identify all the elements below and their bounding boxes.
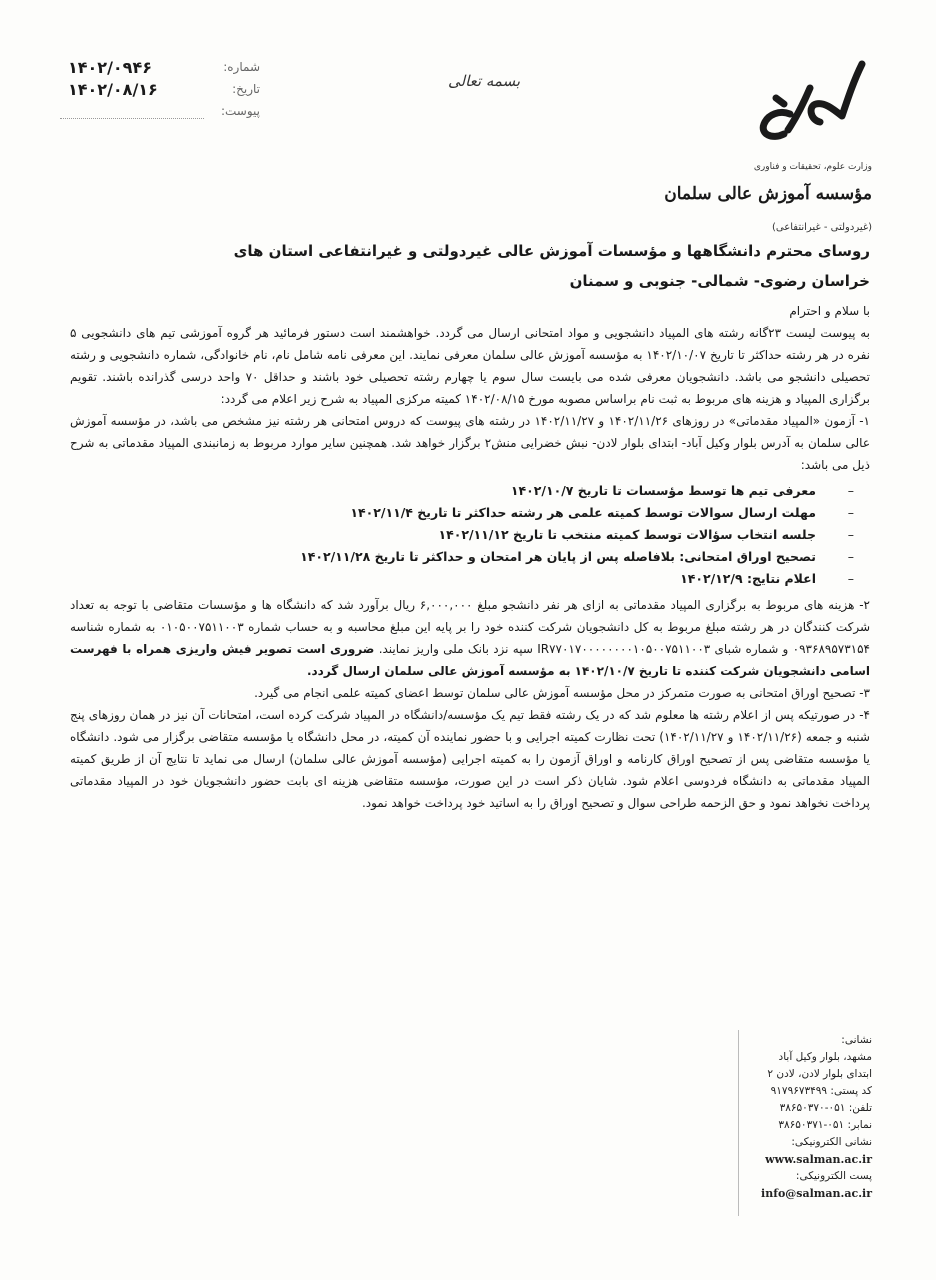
website-link[interactable]: www.salman.ac.ir xyxy=(765,1153,872,1166)
address-line-1: مشهد، بلوار وکیل آباد xyxy=(778,1051,872,1063)
greeting: با سلام و احترام xyxy=(789,304,870,318)
schedule-item: – جلسه انتخاب سؤالات توسط کمیته منتخب تا تاریخ ۱۴۰۲/۱۱/۱۲ xyxy=(70,524,830,546)
postal-code: کد پستی: ۹۱۷۹۶۷۳۴۹۹ xyxy=(770,1085,872,1097)
letter-meta xyxy=(60,56,260,122)
schedule-list xyxy=(70,480,870,590)
item-2-bold-text: ضروری است تصویر فیش واریزی همراه با فهرست اسامی دانشجویان شرکت کننده تا تاریخ ۱۴۰۲/۱۰/۷ به مؤسسه آموزش عالی سلمان ارسال گردد. xyxy=(70,642,870,678)
institution-subtitle: (غیردولتی - غیرانتفاعی) xyxy=(772,222,872,233)
date-row xyxy=(60,78,260,100)
website-label: نشانی الکترونیکی: xyxy=(791,1136,872,1148)
schedule-item: – تصحیح اوراق امتحانی: بلافاصله پس از پایان هر امتحان و حداکثر تا تاریخ ۱۴۰۲/۱۱/۲۸ xyxy=(70,546,830,568)
item-2-text: ۲- هزینه های مربوط به برگزاری المپیاد مقدماتی به ازای هر نفر دانشجو مبلغ ۶,۰۰۰,۰۰۰ ریال برآورد شد که دانشگاه ها و مؤسسات متقاضی با توجه به تعداد شرکت کنندگان در هر رشته مبلغ مربوط به کل دانشجویان شرکت کننده خود را بر پایه این مبلغ محاسبه و به حساب شماره ۰۱۰۵۰۰۷۵۱۱۰۰۳ به شماره شناسه ۰۹۳۶۸۹۵۷۳۱۵۴ و شماره شبای IR۷۷۰۱۷۰۰۰۰۰۰۰۰۱۰۵۰۰۷۵۱۱۰۰۳ سپه نزد بانک ملی واریز نمایند. xyxy=(70,598,870,656)
date-label: تاریخ: xyxy=(232,82,260,96)
item-4-paragraph: ۴- در صورتیکه پس از اعلام رشته ها معلوم شد که در یک رشته فقط تیم یک مؤسسه/دانشگاه در المپیاد شرکت کرده است، امتحانات آن نیز در همان روزهای پنج شنبه و جمعه (۱۴۰۲/۱۱/۲۶ و ۱۴۰۲/۱۱/۲۷) تحت نظارت کمیته اجرایی و با حضور نماینده آن کمیته، در محل دانشگاه یا مؤسسه متقاضی برگزار می شود. دانشگاه یا مؤسسه متقاضی پس از تصحیح اوراق کارنامه و اوراق آزمون را به کمیته اجرایی (مؤسسه آموزش عالی سلمان) ارسال می نماید تا نتایج آن از طریق کمیته المپیاد مقدماتی به دانشگاه فردوسی اعلام شود. شایان ذکر است در این صورت، مؤسسه متقاضی هزینه ای بابت حضور دانشجویان خود در المپیاد مقدماتی پرداخت نخواهد نمود و حق الزحمه طراحی سوال و تصحیح اوراق را به اساتید خود پرداخت خواهد نمود. xyxy=(70,708,870,810)
schedule-item: – معرفی تیم ها توسط مؤسسات تا تاریخ ۱۴۰۲/۱۰/۷ xyxy=(70,480,830,502)
schedule-item: – اعلام نتایج: ۱۴۰۲/۱۲/۹ xyxy=(70,568,830,590)
addressee-line-1: روسای محترم دانشگاهها و مؤسسات آموزش عالی غیردولتی و غیرانتفاعی استان های xyxy=(233,242,870,260)
number-value: ۱۴۰۲/۰۹۴۶ xyxy=(68,57,152,77)
address-label: نشانی: xyxy=(841,1034,872,1046)
ministry-name: وزارت علوم، تحقیقات و فناوری xyxy=(753,162,872,172)
intro-paragraph: به پیوست لیست ۲۳گانه رشته های المپیاد دانشجویی و مواد امتحانی ارسال می گردد. خواهشمند است دستور فرمائید هر گروه آموزشی تیم های دانشجویی ۵ نفره در هر رشته حداکثر تا تاریخ ۱۴۰۲/۱۰/۰۷ به مؤسسه آموزش عالی سلمان معرفی نمایند. این معرفی نامه شامل نام، نام خانوادگی، شماره دانشجویی و رشته تحصیلی دانشجو می باشد. دانشجویان معرفی شده می بایست سال سوم یا چهارم رشته تحصیلی خود باشند و حداقل ۷۰ واحد درسی گذرانده باشند. تقویم برگزاری المپیاد و هزینه های مربوط به ثبت نام براساس مصوبه مورخ ۱۴۰۲/۰۸/۱۵ کمیته مرکزی المپیاد به شرح زیر اعلام می گردد: xyxy=(70,326,871,406)
address-line-2: ابتدای بلوار لادن، لادن ۲ xyxy=(767,1068,872,1080)
letter-body xyxy=(70,236,870,814)
fax-number: نمابر: ۰۵۱-۳۸۶۵۰۳۷۱ xyxy=(778,1119,872,1131)
email-label: پست الکترونیکی: xyxy=(795,1170,872,1182)
salman-logo xyxy=(750,58,870,148)
attachment-row xyxy=(60,100,260,122)
item-1-paragraph: ۱- آزمون «المپیاد مقدماتی» در روزهای ۱۴۰۲/۱۱/۲۶ و ۱۴۰۲/۱۱/۲۷ در رشته های پیوست که دروس امتحانی هر رشته نیز مشخص می باشد، در مؤسسه آموزش عالی سلمان به آدرس بلوار وکیل آباد- ابتدای بلوار لادن- نبش خضرایی منش۲ برگزار خواهد شد. همچنین سایر موارد مربوط به زمانبندی المپیاد مقدماتی به شرح ذیل می باشد: xyxy=(70,414,870,472)
contact-block xyxy=(692,1032,872,1202)
date-value: ۱۴۰۲/۰۸/۱۶ xyxy=(68,79,158,99)
schedule-item: – مهلت ارسال سوالات توسط کمیته علمی هر رشته حداکثر تا تاریخ ۱۴۰۲/۱۱/۴ xyxy=(70,502,830,524)
number-row xyxy=(60,56,260,78)
phone-number: تلفن: ۰۵۱-۳۸۶۵۰۳۷۰ xyxy=(779,1102,872,1114)
attachment-label: پیوست: xyxy=(220,104,260,118)
attachment-value xyxy=(60,104,204,119)
addressee-line-2: خراسان رضوی- شمالی- جنوبی و سمنان xyxy=(569,272,870,290)
bismillah: بسمه تعالی xyxy=(448,72,521,90)
email-link[interactable]: info@salman.ac.ir xyxy=(761,1187,872,1200)
number-label: شماره: xyxy=(223,60,260,74)
item-3-paragraph: ۳- تصحیح اوراق امتحانی به صورت متمرکز در محل مؤسسه آموزش عالی سلمان توسط اعضای کمیته علمی انجام می گیرد. xyxy=(254,686,870,700)
item-2-paragraph xyxy=(70,594,870,682)
institution-name: مؤسسه آموزش عالی سلمان xyxy=(664,184,872,204)
